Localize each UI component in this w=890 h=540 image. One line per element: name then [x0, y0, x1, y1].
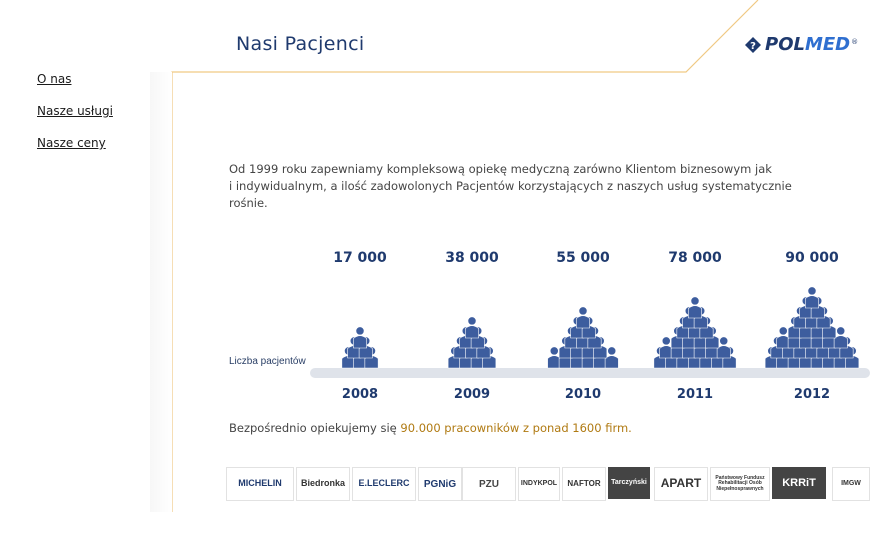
biedronka-logo: Biedronka: [296, 467, 350, 501]
intro-line-1: Od 1999 roku zapewniamy kompleksową opiekę medyczną zarówno Klientom biznesowym jak: [229, 162, 772, 176]
chart-value-label: 55 000: [556, 250, 610, 266]
patients-chart: [225, 240, 875, 410]
chart-category-label: 2009: [453, 387, 491, 402]
chart-category-label: 2011: [676, 387, 714, 402]
chart-category-label: 2008: [341, 387, 379, 402]
page-title: Nasi Pacjenci: [236, 33, 365, 55]
chart-category-label: 2012: [793, 387, 831, 402]
note-highlight: 90.000 pracowników z ponad 1600 firm.: [400, 421, 632, 435]
polmed-logo[interactable]: [744, 34, 858, 55]
pzu-logo: PZU: [462, 467, 516, 501]
sidebar-shade: [150, 72, 172, 512]
bottom-note: [229, 421, 632, 435]
apart-logo: APART: [654, 467, 708, 501]
tarczynski-logo: Tarczyński: [608, 467, 650, 499]
logo-registered: ®: [851, 38, 859, 46]
chart-bar-2012: [765, 287, 859, 368]
note-prefix: Bezpośrednio opiekujemy się: [229, 421, 401, 435]
logo-text: POLMED: [765, 34, 851, 55]
michelin-logo: MICHELIN: [226, 467, 294, 501]
chart-value-label: 90 000: [785, 250, 839, 266]
svg-text:?: ?: [750, 40, 756, 52]
nav-link-nasze-ceny[interactable]: Nasze ceny: [37, 136, 106, 150]
naftor-logo: NAFTOR: [562, 467, 606, 501]
chart-bar-2011: [654, 297, 736, 368]
chart-ylabel: Liczba pacjentów: [229, 356, 306, 367]
polmed-mark-icon: [744, 36, 762, 54]
intro-text: [229, 161, 809, 212]
chart-value-label: 78 000: [668, 250, 722, 266]
pfron-logo: Państwowy Fundusz Rehabilitacji Osób Niepełnosprawnych: [710, 467, 770, 501]
chart-category-label: 2010: [564, 387, 602, 402]
chart-bar-2008: [342, 327, 378, 368]
nav-link-o-nas[interactable]: O nas: [37, 72, 72, 86]
indykpol-logo: INDYKPOL: [518, 467, 560, 501]
chart-bar-2009: [448, 317, 496, 368]
nav-link-nasze-uslugi[interactable]: Nasze usługi: [37, 104, 113, 118]
pgnig-logo: PGNiG: [418, 467, 462, 501]
chart-baseline: [310, 368, 870, 378]
krrit-logo: KRRiT: [772, 467, 826, 499]
chart-value-label: 17 000: [333, 250, 387, 266]
leclerc-logo: E.LECLERC: [352, 467, 416, 501]
chart-bar-2010: [548, 307, 619, 368]
intro-line-2: i indywidualnym, a ilość zadowolonych Pacjentów korzystających z naszych usług systematycznie rośnie.: [229, 179, 792, 210]
imgw-logo: IMGW: [832, 467, 870, 501]
partner-logos: [226, 463, 876, 503]
chart-value-label: 38 000: [445, 250, 499, 266]
